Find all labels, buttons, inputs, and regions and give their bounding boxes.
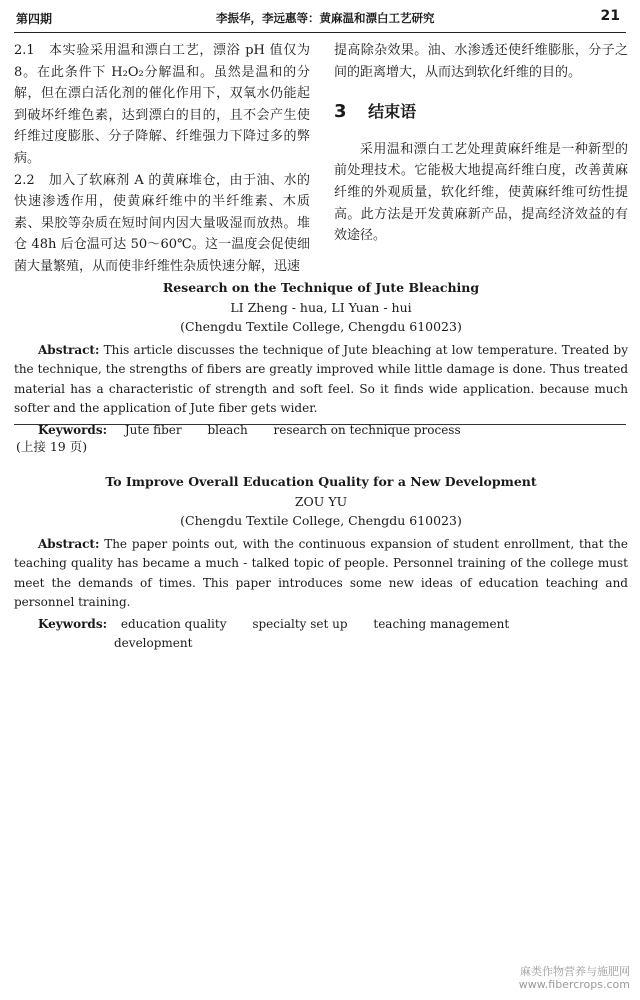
- keyword-continuation: development: [114, 636, 193, 650]
- abstract-affiliation: (Chengdu Textile College, Chengdu 610023): [180, 513, 462, 528]
- keyword: specialty set up: [252, 616, 348, 631]
- right-column: [334, 40, 628, 247]
- section-divider: [14, 424, 626, 425]
- keywords-label: Keywords:: [38, 422, 108, 437]
- continued-note: (上接 19 页): [16, 439, 88, 454]
- keyword: teaching management: [373, 616, 510, 631]
- english-abstract-education: [14, 472, 628, 654]
- section-title: 结束语: [368, 102, 417, 122]
- running-head: [16, 6, 624, 28]
- abstract-label: Abstract:: [38, 536, 100, 551]
- running-title: 李振华，李远惠等：黄麻温和漂白工艺研究: [216, 11, 435, 25]
- abstract-title: To Improve Overall Education Quality for a New Development: [105, 474, 537, 489]
- keyword: research on technique process: [273, 422, 461, 437]
- keywords-label: Keywords:: [38, 616, 108, 631]
- keyword: Jute fiber: [124, 422, 182, 437]
- abstract-authors: ZOU YU: [294, 493, 348, 509]
- abstract-text: This article discusses the technique of Jute bleaching at low temperature. Treated by the technique, the strengths of fibers are greatly improved while little damage is done. Thus treated material has a characteristic of strength and soft feel. So it finds wide application. because much softer and the application of Jute fiber gets wider.: [14, 342, 628, 415]
- watermark: [519, 965, 630, 991]
- keyword: bleach: [207, 422, 248, 437]
- abstract-paragraph: [14, 535, 628, 613]
- abstract-text: The paper points out, with the continuous expansion of student enrollment, that the teaching quality has became a much - talked topic of people. Personnel training of the college must meet the demands of times. This paper introduces some new ideas of education teaching and personnel training.: [14, 536, 628, 609]
- page-number: 21: [600, 8, 620, 24]
- body-paragraph: 2.1 本实验采用温和漂白工艺，漂浴 pH 值仅为 8。在此条件下 H₂O₂分解温和。虽然是温和的分解，但在漂白活化剂的催化作用下，双氧水仍能起到破坏纤维色素，达到漂白的目的，且不会产生使纤维过度膨胀、分子降解、纤维强力下降过多的弊病。: [14, 43, 310, 166]
- abstract-title: Research on the Technique of Jute Bleaching: [162, 280, 480, 295]
- watermark-site-name: 麻类作物营养与施肥网: [520, 965, 630, 978]
- abstract-affiliation: (Chengdu Textile College, Chengdu 610023): [180, 319, 462, 334]
- abstract-authors: LI Zheng - hua, LI Yuan - hui: [230, 299, 412, 315]
- abstract-label: Abstract:: [38, 342, 100, 357]
- keyword: education quality: [120, 616, 227, 631]
- abstract-paragraph: [14, 341, 628, 419]
- body-paragraph: 采用温和漂白工艺处理黄麻纤维是一种新型的前处理技术。它能极大地提高纤维白度，改善黄麻纤维的外观质量，软化纤维，使黄麻纤维可纺性提高。此方法是开发黄麻新产品，提高经济效益的有效途径。: [334, 141, 628, 244]
- body-paragraph: 2.2 加入了软麻剂 A 的黄麻堆仓，由于油、水的快速渗透作用，使黄麻纤维中的半纤维素、木质素、果胶等杂质在短时间内因大量吸湿而放热。堆仓 48h 后仓温可达 50～60℃。这一温度会促使细菌大量繁殖，从而使非纤维性杂质快速分解，迅速: [14, 172, 310, 274]
- header-rule: [14, 32, 626, 33]
- left-column: [14, 40, 310, 278]
- english-abstract-jute: [14, 278, 628, 440]
- keywords-row: [14, 615, 628, 635]
- section-number: 3: [334, 101, 347, 123]
- section-heading: [334, 101, 628, 123]
- issue-label: 第四期: [16, 12, 53, 26]
- watermark-url: www.fibercrops.com: [518, 978, 630, 991]
- body-paragraph: 提高除杂效果。油、水渗透还使纤维膨胀，分子之间的距离增大，从而达到软化纤维的目的。: [334, 43, 628, 80]
